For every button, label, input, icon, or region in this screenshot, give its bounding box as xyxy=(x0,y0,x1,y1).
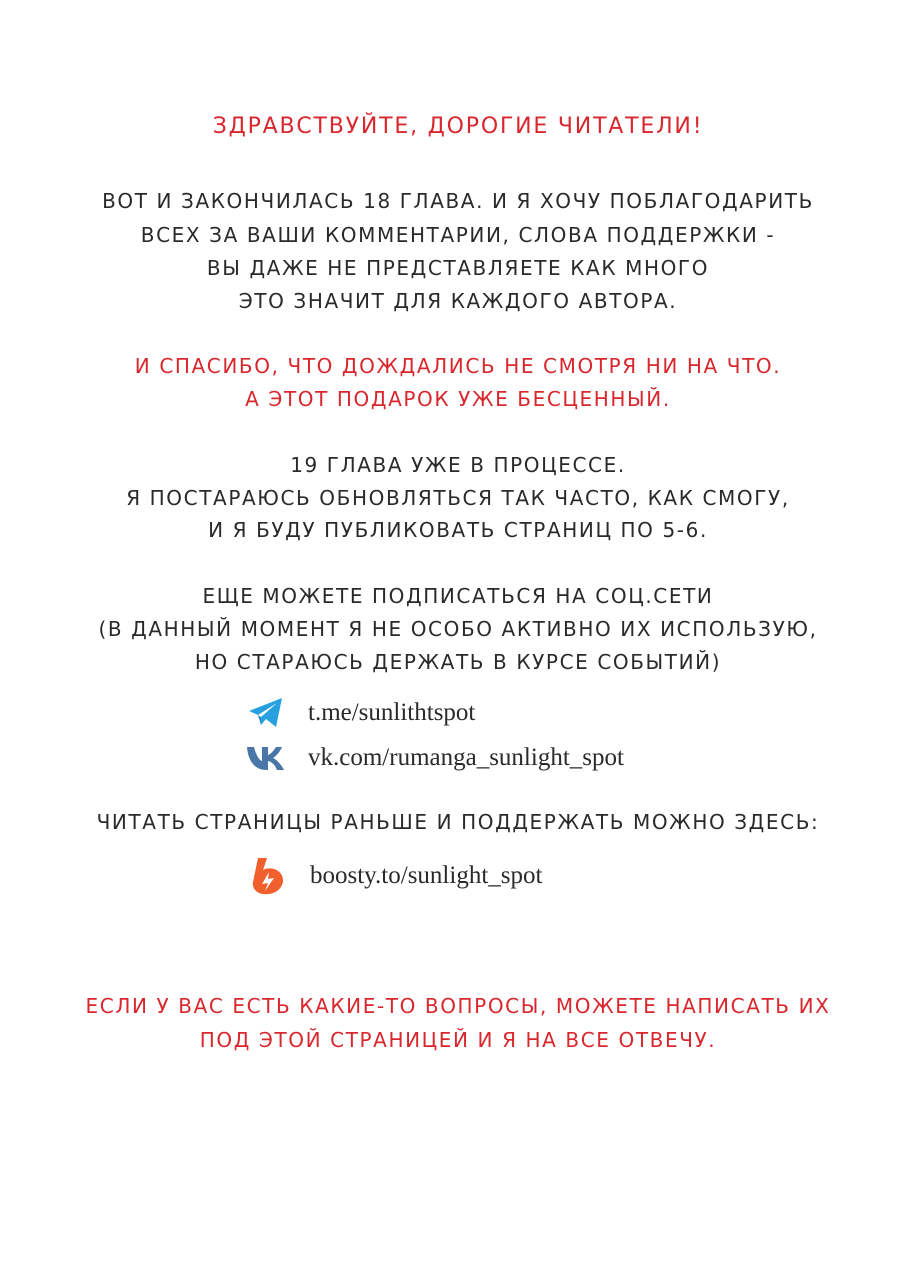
vk-link-text[interactable]: vk.com/rumanga_sunlight_spot xyxy=(308,744,624,771)
telegram-link[interactable] xyxy=(246,693,475,733)
support-intro: ЧИТАТЬ СТРАНИЦЫ РАНЬШЕ И ПОДДЕРЖАТЬ МОЖНО ЗДЕСЬ: xyxy=(96,810,820,834)
intro-line-2: ВСЕХ ЗА ВАШИ КОММЕНТАРИИ, СЛОВА ПОДДЕРЖКИ - xyxy=(140,223,776,247)
next-chapter-line-1: 19 ГЛАВА УЖЕ В ПРОЦЕССЕ. xyxy=(290,453,626,477)
questions-line-1: ЕСЛИ У ВАС ЕСТЬ КАКИЕ-ТО ВОПРОСЫ, МОЖЕТЕ НАПИСАТЬ ИХ xyxy=(85,994,831,1018)
vk-link[interactable] xyxy=(246,738,624,778)
questions-line-2: ПОД ЭТОЙ СТРАНИЦЕЙ И Я НА ВСЕ ОТВЕЧУ. xyxy=(199,1028,717,1052)
socials-intro-line-2: (В ДАННЫЙ МОМЕНТ Я НЕ ОСОБО АКТИВНО ИХ ИСПОЛЬЗУЮ, xyxy=(98,617,818,641)
boosty-link-text[interactable]: boosty.to/sunlight_spot xyxy=(310,862,543,889)
next-chapter-line-2: Я ПОСТАРАЮСЬ ОБНОВЛЯТЬСЯ ТАК ЧАСТО, КАК СМОГУ, xyxy=(126,486,790,510)
thanks-line-1: И СПАСИБО, ЧТО ДОЖДАЛИСЬ НЕ СМОТРЯ НИ НА ЧТО. xyxy=(134,354,782,378)
telegram-link-text[interactable]: t.me/sunlithtspot xyxy=(308,699,476,726)
intro-line-3: ВЫ ДАЖЕ НЕ ПРЕДСТАВЛЯЕТЕ КАК МНОГО xyxy=(206,256,710,280)
socials-intro-line-3: НО СТАРАЮСЬ ДЕРЖАТЬ В КУРСЕ СОБЫТИЙ) xyxy=(194,650,722,674)
boosty-link[interactable] xyxy=(248,856,542,896)
greeting-heading: ЗДРАВСТВУЙТЕ, ДОРОГИЕ ЧИТАТЕЛИ! xyxy=(212,114,704,139)
intro-line-4: ЭТО ЗНАЧИТ ДЛЯ КАЖДОГО АВТОРА. xyxy=(238,289,678,313)
telegram-icon xyxy=(246,693,286,733)
next-chapter-line-3: И Я БУДУ ПУБЛИКОВАТЬ СТРАНИЦ ПО 5-6. xyxy=(208,518,708,542)
boosty-icon xyxy=(248,856,288,896)
thanks-line-2: А ЭТОТ ПОДАРОК УЖЕ БЕСЦЕННЫЙ. xyxy=(245,387,671,411)
vk-icon xyxy=(246,738,286,778)
intro-line-1: ВОТ И ЗАКОНЧИЛАСЬ 18 ГЛАВА. И Я ХОЧУ ПОБЛАГОДАРИТЬ xyxy=(102,189,814,213)
socials-intro-line-1: ЕЩЕ МОЖЕТЕ ПОДПИСАТЬСЯ НА СОЦ.СЕТИ xyxy=(202,584,714,608)
